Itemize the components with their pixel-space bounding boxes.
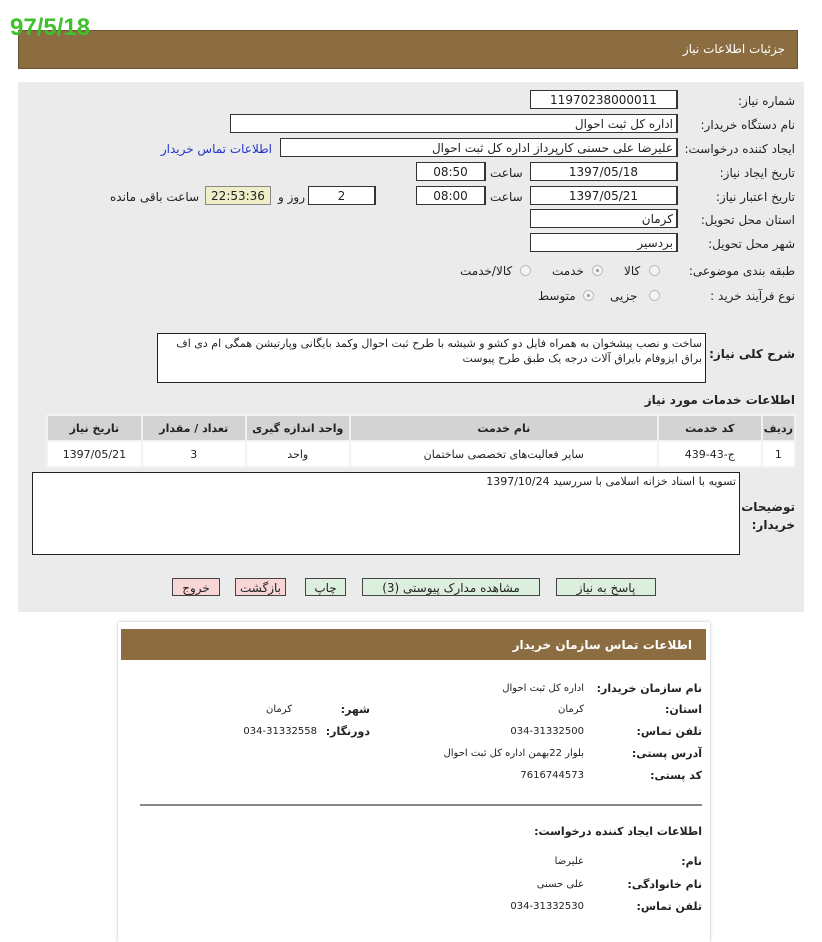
services-table [46,414,796,468]
notes-label: توضیحات خریدار: [741,500,795,532]
creator-label: ایجاد کننده درخواست: [684,142,795,156]
col-header: کد خدمت [658,415,762,441]
process-option-medium: متوسط [538,289,576,303]
creator-phone-label: تلفن تماس: [636,900,702,913]
process-radio-minor[interactable] [649,290,660,301]
col-header: تعداد / مقدار [142,415,246,441]
need-number-label: شماره نیاز: [738,94,795,108]
contact-info-link[interactable]: اطلاعات تماس خریدار [160,142,272,156]
city-label: شهر: [340,703,370,716]
process-option-minor: جزیی [610,289,638,303]
name-label: نام: [681,855,702,868]
cell: 1 [762,441,795,467]
page-title: جزئیات اطلاعات نیاز [682,42,785,56]
valid-date-label: تاریخ اعتبار نیاز: [715,190,795,204]
postal-value: 7616744573 [520,770,584,781]
need-number-field[interactable]: 11970238000011 [530,90,678,109]
fax-label: دورنگار: [325,725,370,738]
city-value: کرمان [265,704,292,715]
family-value: علی حسنی [536,879,584,890]
time-label: ساعت [490,190,523,204]
col-header: تاریخ نیاز [47,415,142,441]
cell: 3 [142,441,246,467]
contact-card-header [121,629,706,660]
view-documents-button[interactable]: مشاهده مدارک پیوستی (3) [362,578,540,596]
contact-card [118,622,710,942]
cell: سایر فعالیت‌های تخصصی ساختمان [350,441,658,467]
address-value: بلوار 22بهمن اداره کل ثبت احوال [443,748,584,759]
postal-label: کد پستی: [650,769,702,782]
col-header: نام خدمت [350,415,658,441]
province-label: استان محل تحویل: [700,213,795,227]
reply-button[interactable]: پاسخ به نیاز [556,578,656,596]
category-option-service: خدمت [552,264,584,278]
org-label: نام سازمان خریدار: [596,682,702,695]
time-label: ساعت [490,166,523,180]
valid-time-field[interactable]: 08:00 [416,186,486,205]
process-radio-medium[interactable] [583,290,594,301]
family-label: نام خانوادگی: [627,878,702,891]
city-field[interactable]: بردسیر [530,233,678,252]
col-header: ردیف [762,415,795,441]
notes-textarea[interactable]: تسویه با اسناد خزانه اسلامی با سررسید 1397/10/24 [32,472,740,555]
process-label: نوع فرآیند خرید : [710,289,795,303]
fax-value: 034-31332558 [243,726,317,737]
exit-button[interactable]: خروج [172,578,220,596]
description-label: شرح کلی نیاز: [709,347,795,361]
created-time-field[interactable]: 08:50 [416,162,486,181]
city-label: شهر محل تحویل: [708,237,795,251]
days-label: روز و [278,190,305,204]
valid-date-field[interactable]: 1397/05/21 [530,186,678,205]
back-button[interactable]: بازگشت [235,578,286,596]
buyer-label: نام دستگاه خریدار: [700,118,795,132]
province-field[interactable]: کرمان [530,209,678,228]
created-date-field[interactable]: 1397/05/18 [530,162,678,181]
creator-field[interactable]: علیرضا علی حسنی کارپرداز اداره کل ثبت احوال [280,138,678,157]
created-date-label: تاریخ ایجاد نیاز: [719,166,795,180]
buyer-field[interactable]: اداره کل ثبت احوال [230,114,678,133]
divider [140,804,702,806]
category-option-both: کالا/خدمت [460,264,513,278]
contact-card-title: اطلاعات تماس سازمان خریدار [512,638,692,652]
category-option-goods: کالا [624,264,641,278]
description-textarea[interactable]: ساخت و نصب پیشخوان به همراه فایل دو کشو و شیشه با طرح ثبت احوال وکمد بایگانی وپارتیشن همگی ام دی اف براق ایزوفام بایراق آلات درجه یک طبق طرح پیوست [157,333,706,383]
remaining-label: ساعت باقی مانده [110,190,200,204]
table-header-row [47,415,795,441]
category-radio-service[interactable] [592,265,603,276]
name-value: علیرضا [554,856,584,867]
table-row [47,441,795,467]
phone-label: تلفن تماس: [636,725,702,738]
org-value: اداره کل ثبت احوال [502,683,584,694]
creator-phone-value: 034-31332530 [510,901,584,912]
date-stamp: 97/5/18 [10,14,91,41]
address-label: آدرس پستی: [631,747,702,760]
category-radio-goods[interactable] [649,265,660,276]
days-field[interactable]: 2 [308,186,376,205]
print-button[interactable]: چاپ [305,578,346,596]
phone-value: 034-31332500 [510,726,584,737]
cell: واحد [246,441,350,467]
province-value: کرمان [557,704,584,715]
province-label: استان: [665,703,702,716]
creator-section-title: اطلاعات ایجاد کننده درخواست: [534,825,702,838]
page-header [18,30,798,69]
cell: 1397/05/21 [47,441,142,467]
cell: ج-43-439 [658,441,762,467]
services-title: اطلاعات خدمات مورد نیاز [644,393,795,407]
category-label: طبقه بندی موضوعی: [688,264,795,278]
category-radio-both[interactable] [520,265,531,276]
remaining-time: 22:53:36 [205,186,271,205]
col-header: واحد اندازه گیری [246,415,350,441]
